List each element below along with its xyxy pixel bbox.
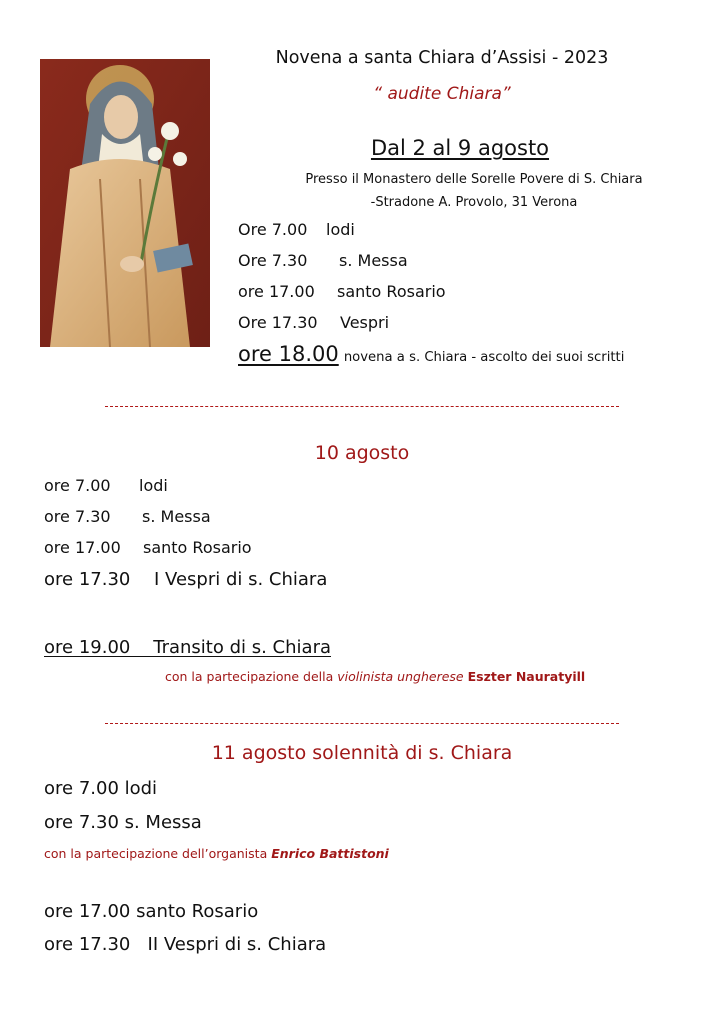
novena-item: Ore 7.30 s. Messa xyxy=(238,251,408,270)
novena-item: ore 17.00 santo Rosario xyxy=(238,282,446,301)
location-line-1: Presso il Monastero delle Sorelle Povere di S. Chiara xyxy=(305,172,643,187)
day-11-heading: 11 agosto solennità di s. Chiara xyxy=(211,742,513,764)
day10-item: ore 17.30 I Vespri di s. Chiara xyxy=(44,569,328,590)
organist-note: con la partecipazione dell’organista Enrico Battistoni xyxy=(44,846,389,861)
novena-highlight: ore 18.00 novena a s. Chiara - ascolto dei suoi scritti xyxy=(238,342,625,366)
day10-item: ore 17.00 santo Rosario xyxy=(44,538,252,557)
novena-dates: Dal 2 al 9 agosto xyxy=(370,136,550,160)
divider xyxy=(105,723,619,724)
day10-item: ore 7.30 s. Messa xyxy=(44,507,211,526)
novena-item: Ore 17.30 Vespri xyxy=(238,313,390,332)
violinist-note: con la partecipazione della violinista ungherese Eszter Nauratyill xyxy=(165,669,586,684)
divider xyxy=(105,406,619,407)
saint-clare-painting xyxy=(40,59,210,347)
day11-item: ore 7.30 s. Messa xyxy=(44,812,202,833)
location-line-2: -Stradone A. Provolo, 31 Verona xyxy=(370,195,578,210)
page-title: Novena a santa Chiara d’Assisi - 2023 xyxy=(275,48,609,68)
novena-item: Ore 7.00 lodi xyxy=(238,220,355,239)
day10-item: ore 7.00 lodi xyxy=(44,476,168,495)
day-10-heading: 10 agosto xyxy=(314,442,410,464)
day11-item: ore 17.30 II Vespri di s. Chiara xyxy=(44,934,327,955)
day11-item: ore 7.00 lodi xyxy=(44,778,158,799)
page-subtitle: “ audite Chiara” xyxy=(373,84,511,104)
transit-line: ore 19.00 Transito di s. Chiara xyxy=(44,637,331,658)
day11-item: ore 17.00 santo Rosario xyxy=(44,901,259,922)
